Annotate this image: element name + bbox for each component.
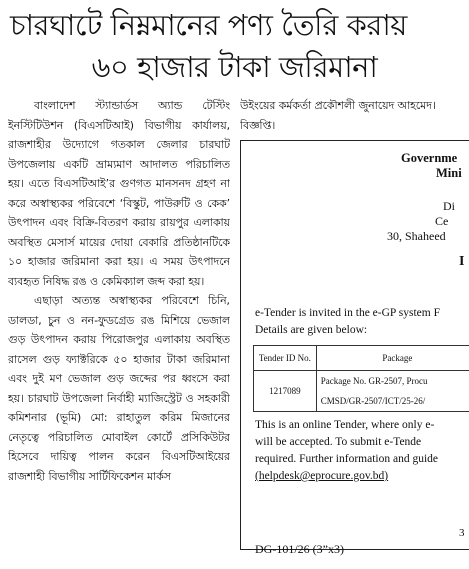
ad-footer-number: 3 [459, 527, 465, 539]
headline-line-2: ৬০ হাজার টাকা জরিমানা [91, 50, 378, 84]
article-paragraph-1: বাংলাদেশ স্ট্যান্ডার্ডস অ্যান্ড টেস্টিং ইনস্টিটিউশন (বিএসটিআই) বিভাগীয় কার্যালয়, রাজশাহীর উদ্যোগে গতকাল জেলার চারঘাট উপজেলায় একটি ভ্রাম্যমাণ আদালত পরিচালিত হয়। এতে বিএসটিআই’র গুণগত মানসনদ গ্রহণ না করে অস্বাস্থ্যকর পরিবেশে ‘বিস্কুট, পাউরুটি ও কেক’ উৎপাদন এবং বিক্রি-বিতরণ করায় রায়পুর এলাকায় অবস্থিত মেসার্স মায়ের দোয়া বেকারি প্রতিষ্ঠানটিকে ১০ হাজার জরিমানা করা হয়। এ সময় উৎপাদনে ব্যবহৃত নিষিদ্ধ রঙ ও কেমিক্যাল জব্দ করা হয়। [8, 99, 230, 288]
ad-intro [255, 305, 469, 339]
headline-line-1: চারঘাটে নিম্নমানের পণ্য তৈরি করায় [10, 8, 407, 42]
ad-body-line-1: This is an online Tender, where only e- [255, 419, 435, 431]
ad-intro-line-1: e-Tender is invited in the e-GP system F [255, 307, 440, 319]
dg-reference: DG-101/26 (3”x3) [255, 542, 344, 556]
table-header-tender-id: Tender ID No. [254, 346, 317, 371]
headline [0, 0, 469, 90]
table-row [254, 371, 469, 392]
table-cell-package-line-2: CMSD/GR-2507/ICT/25-26/ [316, 391, 469, 412]
article-paragraph-2: এছাড়া অত্যন্ত অস্বাস্থ্যকর পরিবেশে চিনি, ডালডা, চুন ও নন-ফুডগ্রেড রঙ মিশিয়ে ভেজাল গুড় উৎপাদন করায় পিরোজপুর এলাকায় অবস্থিত রাসেল গুড় ফ্যাক্টরিকে ৫০ হাজার টাকা জরিমানা এবং দুই মণ ভেজাল গুড় জব্দের পর ধ্বংসে করা হয়। চারঘাট উপজেলা নির্বাহী ম্যাজিস্ট্রেট ও সহকারী কমিশনার (ভূমি) মো: রাহাতুল করিম মিজানের নেতৃত্বে পরিচালিত মোবাইল কোর্টে প্রসিকিউটর হিসেবে দায়িত্ব পালন করেন বিএসটিআইয়ের রাজশাহী বিভাগীয় সার্টিফিকেশন মার্কস [8, 294, 230, 483]
tender-advertisement [240, 140, 469, 550]
tender-table [253, 345, 469, 412]
ad-body-line-3: required. Further information and guide [255, 453, 438, 465]
article-continuation: উইংয়ের কর্মকর্তা প্রকৌশলী জুনায়েদ আহমেদ। বিজ্ঞপ্তি। [240, 99, 436, 132]
ad-ministry-heading: Mini [436, 166, 462, 180]
ad-directorate-line: Di [443, 199, 455, 213]
ad-body [255, 417, 469, 485]
ad-government-heading: Governme [401, 151, 458, 165]
table-header-package: Package [316, 346, 469, 371]
table-cell-tender-id: 1217089 [254, 371, 317, 412]
table-cell-package-line-1: Package No. GR-2507, Procu [316, 371, 469, 392]
article-column-left [8, 96, 230, 562]
ad-address-line: 30, Shaheed [387, 229, 446, 243]
helpdesk-email-link[interactable]: (helpdesk@eprocure.gov.bd) [255, 470, 389, 482]
table-header-row [254, 346, 469, 371]
ad-intro-line-2: Details are given below: [255, 324, 368, 336]
ad-invitation-heading: I [459, 254, 465, 269]
ad-body-line-2: will be accepted. To submit e-Tende [255, 436, 422, 448]
ad-centre-line: Ce [435, 214, 449, 228]
